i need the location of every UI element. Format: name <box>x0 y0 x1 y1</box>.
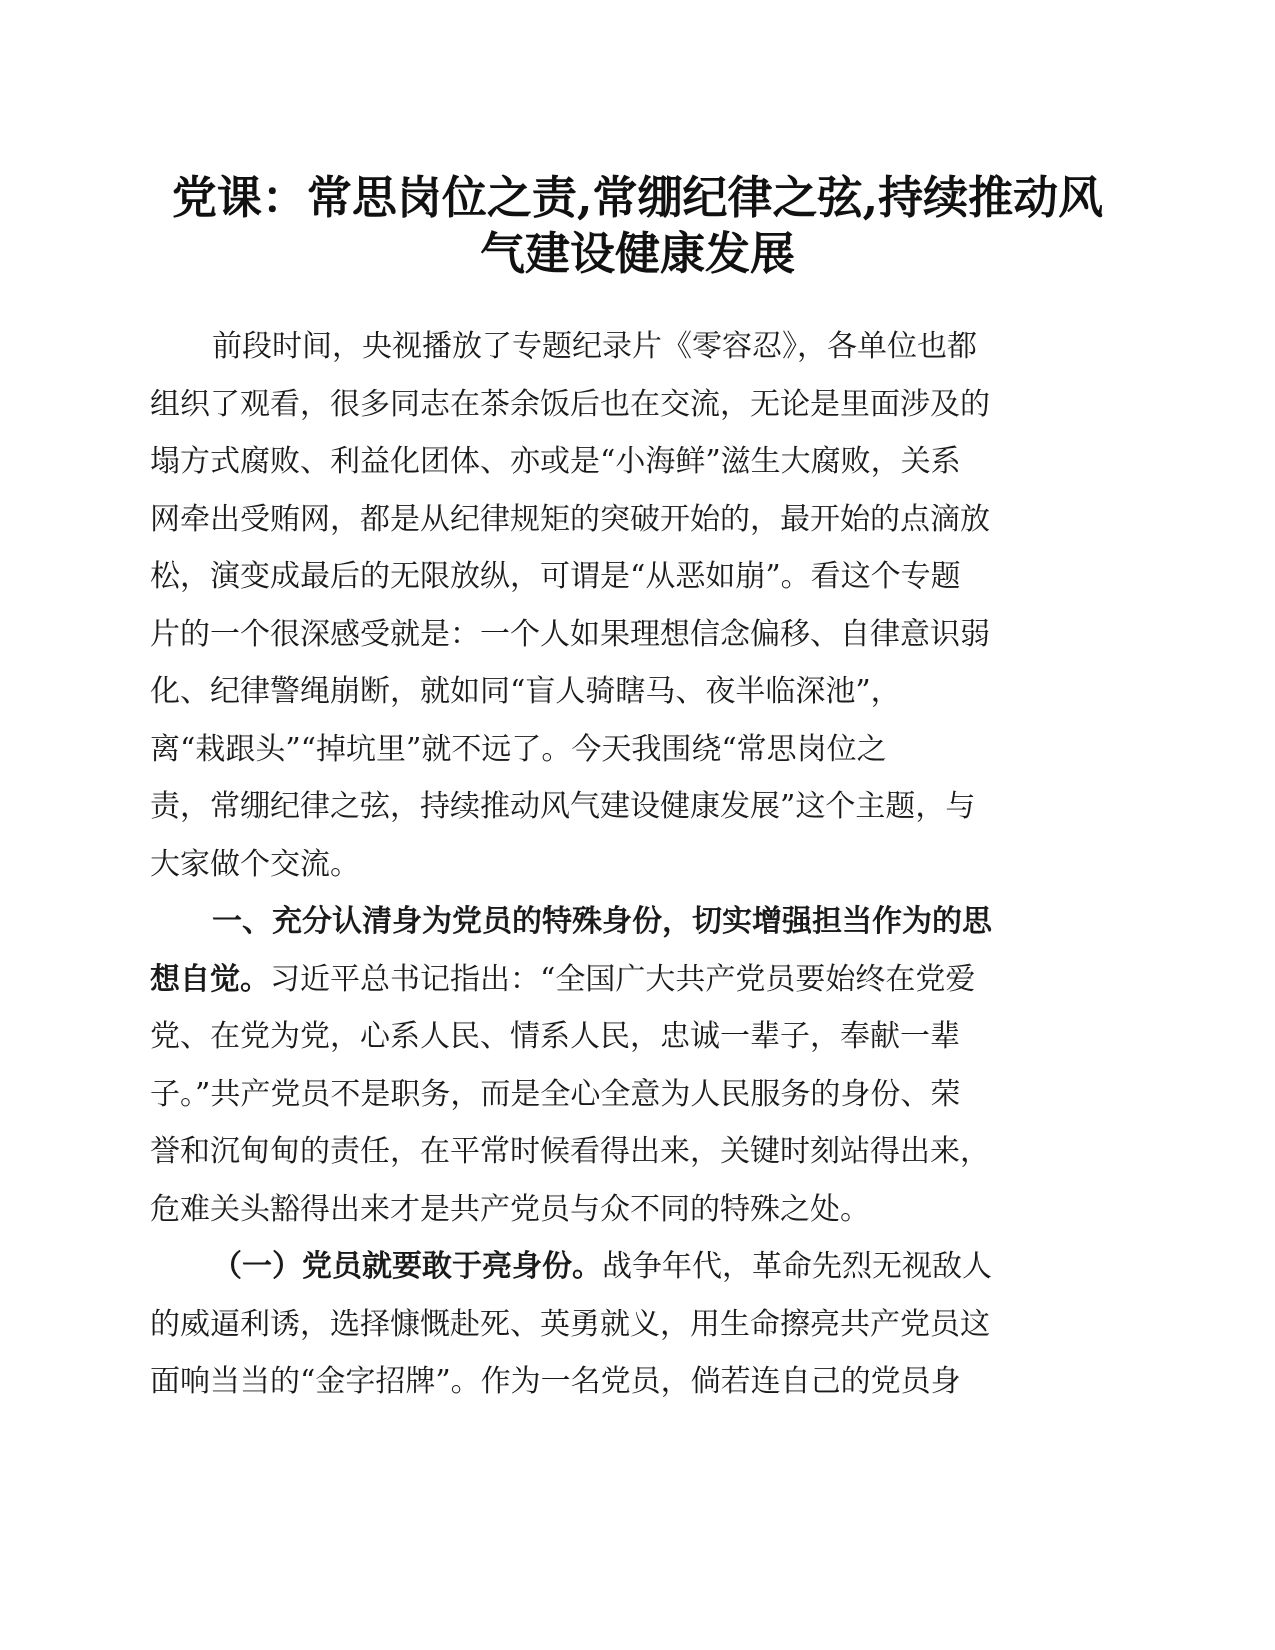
text-line: 松，演变成最后的无限放纵，可谓是“从恶如崩”。看这个专题 <box>150 559 961 594</box>
text-line: 前段时间，央视播放了专题纪录片《零容忍》，各单位也都 <box>212 329 977 364</box>
text-line: 党、在党为党，心系人民、情系人民，忠诚一辈子，奉献一辈 <box>150 1019 960 1054</box>
text-line <box>150 1238 1080 1296</box>
text-line: 大家做个交流。 <box>150 846 360 882</box>
subsection-heading: （一）党员就要敢于亮身份。 <box>212 1249 602 1284</box>
text-line: 网牵出受贿网，都是从纪律规矩的突破开始的，最开始的点滴放 <box>150 501 990 537</box>
text-line: 化、纪律警绳崩断，就如同“盲人骑瞎马、夜半临深池”， <box>150 674 901 709</box>
text-line: 塌方式腐败、利益化团体、亦或是“小海鲜”滋生大腐败，关系 <box>150 444 961 479</box>
subsection-one <box>150 1238 1080 1411</box>
text-line: 离“栽跟头”“掉坑里”就不远了。今天我围绕“常思岗位之 <box>150 731 887 767</box>
paragraph-intro <box>150 318 1080 893</box>
text-run: 战争年代，革命先烈无视敌人 <box>602 1249 992 1284</box>
text-line: 组织了观看，很多同志在茶余饭后也在交流，无论是里面涉及的 <box>150 386 990 422</box>
text-line: 片的一个很深感受就是：一个人如果理想信念偏移、自律意识弱 <box>150 616 990 652</box>
text-line: 责，常绷纪律之弦，持续推动风气建设健康发展”这个主题，与 <box>150 789 976 824</box>
text-line: 誉和沉甸甸的责任，在平常时候看得出来，关键时刻站得出来， <box>150 1134 990 1169</box>
document-title <box>150 170 1125 282</box>
title-line: 党课：常思岗位之责,常绷纪律之弦,持续推动风 <box>171 171 1104 224</box>
section-one <box>150 893 1080 1238</box>
title-line: 气建设健康发展 <box>479 227 795 280</box>
text-line: 的威逼利诱，选择慷慨赴死、英勇就义，用生命擦亮共产党员这 <box>150 1306 990 1342</box>
text-line: 危难关头豁得出来才是共产党员与众不同的特殊之处。 <box>150 1191 870 1227</box>
section-heading-end: 想自觉。 <box>150 961 270 997</box>
text-line <box>150 951 1080 1009</box>
section-heading: 一、充分认清身为党员的特殊身份，切实增强担当作为的思 <box>212 904 992 939</box>
document-body <box>150 318 1080 1411</box>
text-run: 习近平总书记指出：“全国广大共产党员要始终在党爱 <box>270 961 976 997</box>
text-line: 子。”共产党员不是职务，而是全心全意为人民服务的身份、荣 <box>150 1076 961 1112</box>
text-line: 面响当当的“金字招牌”。作为一名党员，倘若连自己的党员身 <box>150 1364 961 1399</box>
